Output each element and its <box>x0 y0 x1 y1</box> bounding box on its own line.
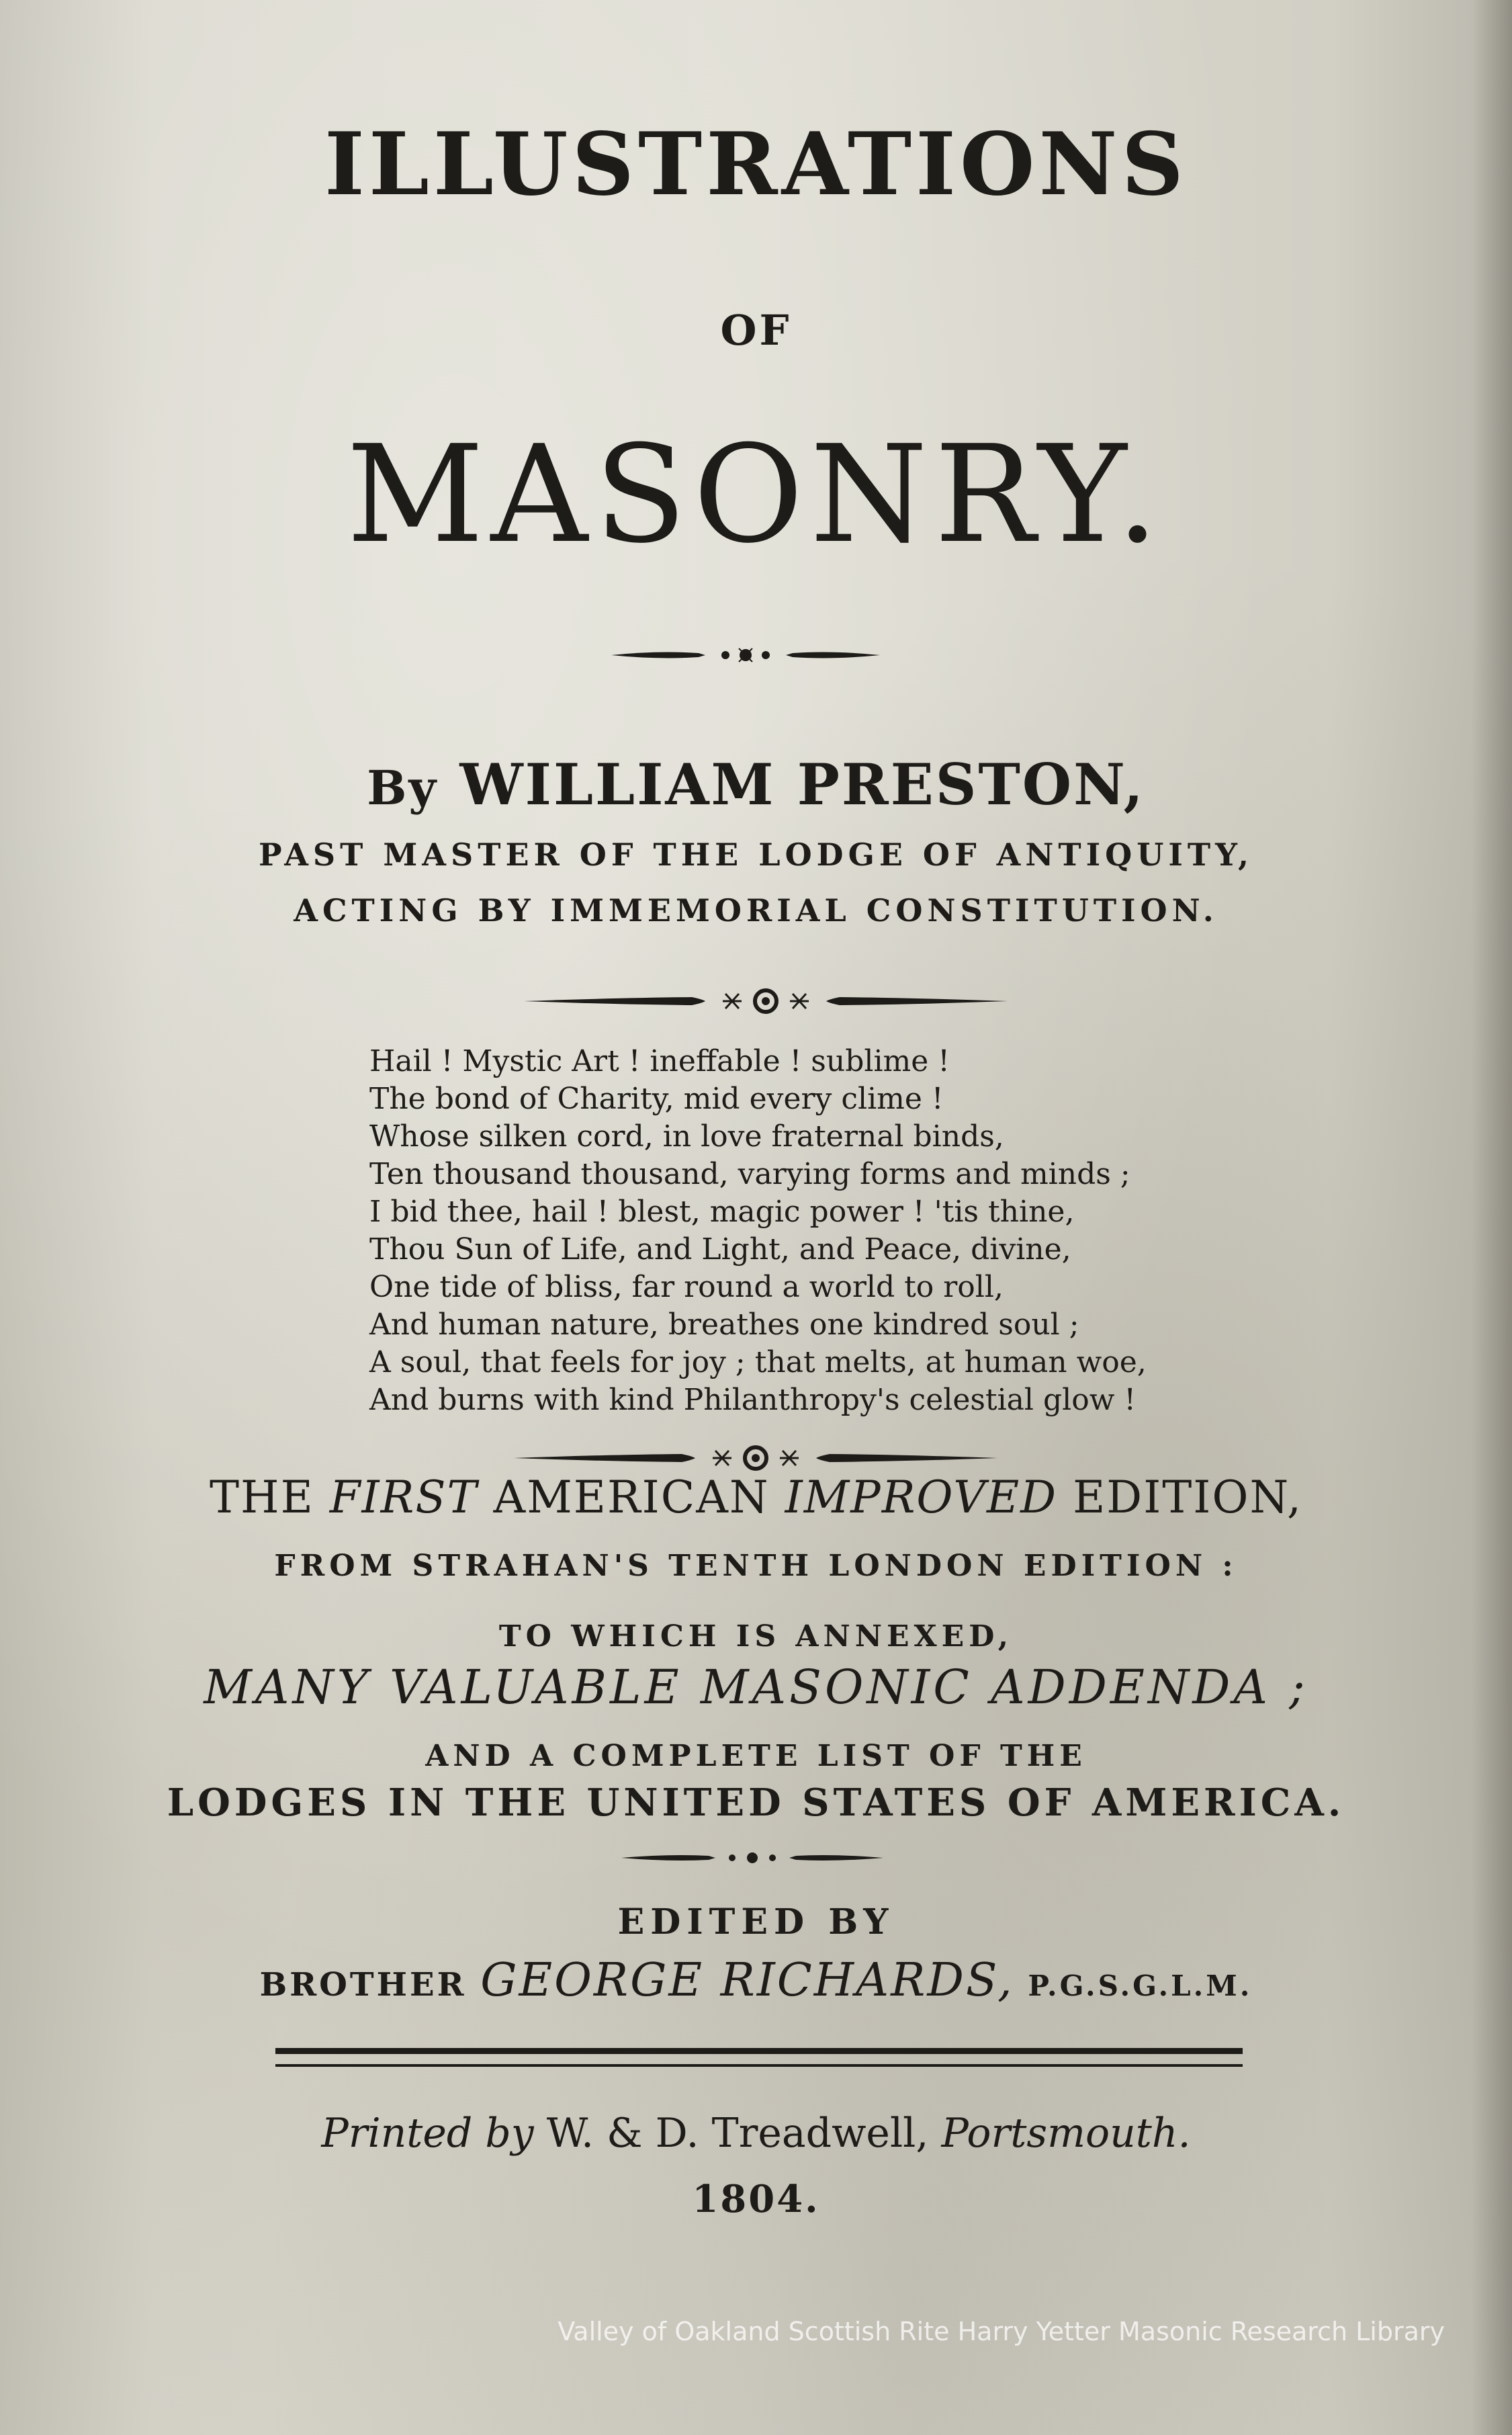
edition-line <box>0 1471 1512 1523</box>
edition-first: FIRST <box>329 1471 478 1523</box>
imprint-printer: W. & D. Treadwell, <box>546 2110 929 2157</box>
editor-brother: BROTHER <box>259 1966 467 2004</box>
edition-improved: IMPROVED <box>785 1471 1058 1523</box>
edition-word: EDITION, <box>1073 1471 1302 1523</box>
author-name: WILLIAM PRESTON, <box>459 751 1145 818</box>
edition-source: FROM STRAHAN'S TENTH LONDON EDITION : <box>274 1549 1238 1583</box>
verse-line: And human nature, breathes one kindred soul ; <box>369 1308 1079 1342</box>
ornament-divider-top <box>605 638 887 672</box>
epigraph-verse <box>369 1043 1147 1419</box>
edition-addenda: MANY VALUABLE MASONIC ADDENDA ; <box>204 1660 1308 1715</box>
ornament-divider-small <box>615 1844 890 1871</box>
library-watermark: Valley of Oakland Scottish Rite Harry Yetter Masonic Research Library <box>558 2317 1445 2346</box>
ornament-divider-middle <box>517 984 1014 1018</box>
edition-list-line-2: LODGES IN THE UNITED STATES OF AMERICA. <box>167 1781 1345 1825</box>
verse-line: And burns with kind Philanthropy's celestial glow ! <box>369 1383 1137 1417</box>
imprint-place: Portsmouth. <box>941 2110 1191 2157</box>
imprint-line <box>0 2110 1512 2157</box>
edition-annexed: TO WHICH IS ANNEXED, <box>498 1619 1014 1654</box>
page-edge-shadow <box>1472 0 1512 2435</box>
title-line-illustrations: ILLUSTRATIONS <box>324 114 1188 215</box>
verse-line: I bid thee, hail ! blest, magic power ! 'tis thine, <box>369 1195 1075 1229</box>
title-line-masonry: MASONRY. <box>346 417 1166 573</box>
verse-line: Ten thousand thousand, varying forms and minds ; <box>369 1157 1130 1191</box>
editor-name: GEORGE RICHARDS, <box>480 1954 1014 2007</box>
author-credential-2: ACTING BY IMMEMORIAL CONSTITUTION. <box>294 892 1218 929</box>
author-credential-1: PAST MASTER OF THE LODGE OF ANTIQUITY, <box>258 837 1254 873</box>
edited-by-label: EDITED BY <box>617 1902 895 1942</box>
verse-line: Thou Sun of Life, and Light, and Peace, divine, <box>369 1232 1071 1267</box>
verse-line: The bond of Charity, mid every clime ! <box>369 1082 944 1116</box>
ornament-divider-lower <box>507 1441 1004 1475</box>
double-rule-bottom <box>275 2064 1243 2067</box>
edition-american: AMERICAN <box>493 1471 770 1523</box>
verse-line: One tide of bliss, far round a world to roll, <box>369 1270 1004 1304</box>
imprint-printed-by: Printed by <box>321 2110 534 2157</box>
verse-line: Whose silken cord, in love fraternal binds, <box>369 1119 1004 1154</box>
author-line <box>0 751 1512 818</box>
edition-the: THE <box>210 1471 314 1523</box>
editor-line <box>0 1954 1512 2007</box>
verse-line: A soul, that feels for joy ; that melts, at human woe, <box>369 1345 1147 1379</box>
edition-list-line-1: AND A COMPLETE LIST OF THE <box>425 1739 1087 1773</box>
double-rule-top <box>275 2048 1243 2054</box>
verse-line: Hail ! Mystic Art ! ineffable ! sublime ! <box>369 1044 950 1078</box>
imprint-year: 1804. <box>692 2177 820 2221</box>
author-by: By <box>367 760 439 816</box>
title-line-of: OF <box>720 306 792 355</box>
editor-abbreviation: P.G.S.G.L.M. <box>1028 1969 1253 2002</box>
